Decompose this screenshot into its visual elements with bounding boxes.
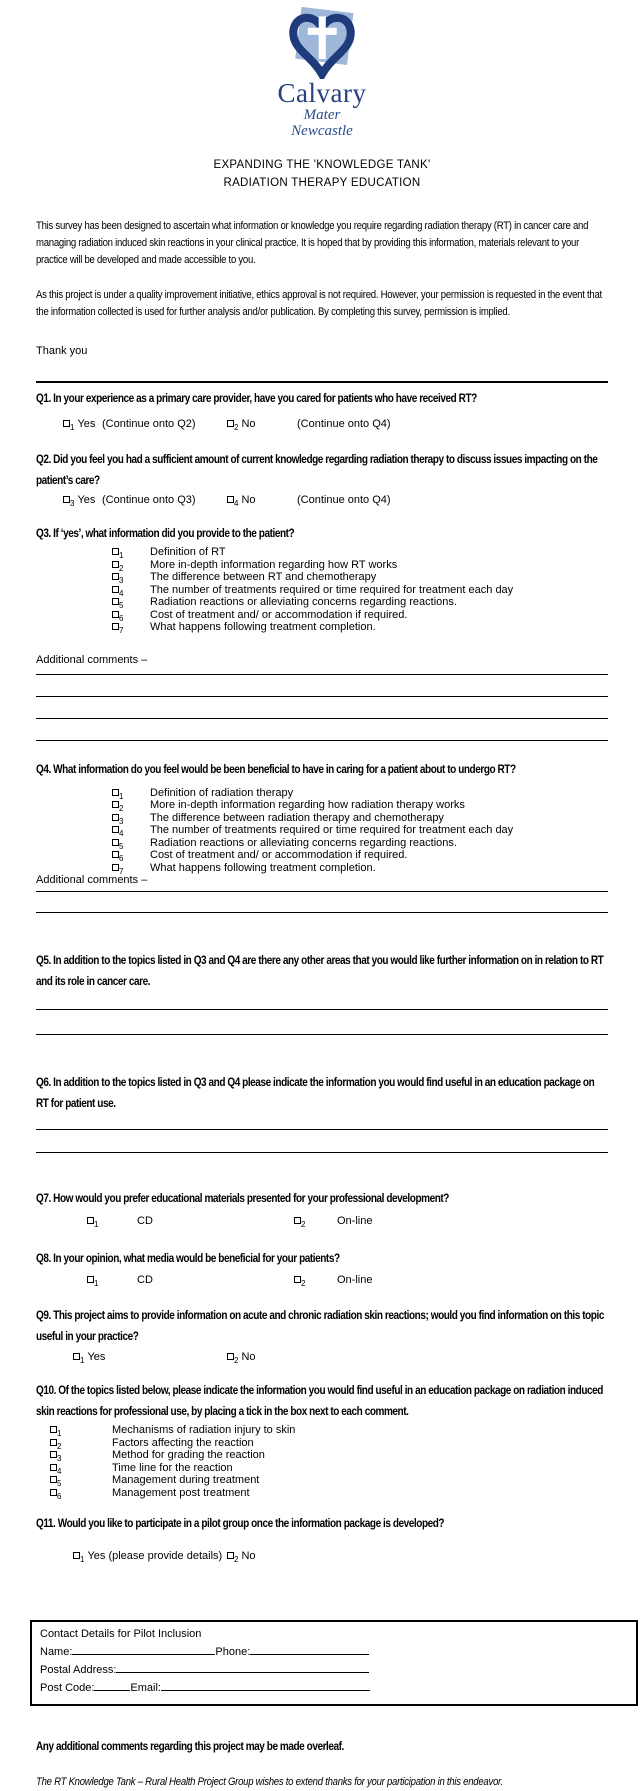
heart-cross-icon bbox=[280, 5, 364, 79]
checkbox-number: 7 bbox=[119, 626, 124, 636]
checkbox-number: 6 bbox=[119, 613, 124, 623]
q3-additional-comments-label: Additional comments – bbox=[36, 653, 148, 666]
checkbox-number: 4 bbox=[57, 1466, 62, 1476]
name-label: Name: bbox=[40, 1646, 73, 1658]
footer-thanks: The RT Knowledge Tank – Rural Health Project Group wishes to extend thanks for your participation in this endeavor. bbox=[36, 1776, 504, 1788]
question-q9: Q9. This project aims to provide information on acute and chronic radiation skin reactions; would you find information on this topic useful in your practice? bbox=[36, 1310, 604, 1343]
item-label: Time line for the reaction bbox=[112, 1461, 233, 1474]
name-field[interactable] bbox=[72, 1643, 215, 1655]
comment-line[interactable] bbox=[36, 892, 608, 913]
calvary-logo bbox=[36, 0, 608, 139]
item-label: Management during treatment bbox=[112, 1474, 260, 1486]
checkbox-number: 4 bbox=[234, 499, 239, 509]
intro-paragraph-2: As this project is under a quality improvement initiative, ethics approval is not required. However, your permission is requested in the event that the information collected is used for further analysis and/or publication. By completing this survey, permission is implied. bbox=[36, 289, 602, 318]
document-title bbox=[36, 156, 608, 192]
list-item bbox=[36, 1487, 608, 1500]
item-label: Definition of radiation therapy bbox=[150, 786, 294, 799]
checkbox-number: 4 bbox=[119, 588, 124, 598]
list-item bbox=[36, 596, 608, 609]
comment-line[interactable] bbox=[36, 1130, 608, 1153]
comment-line[interactable] bbox=[36, 993, 608, 1010]
option-note: (Continue onto Q2) bbox=[102, 418, 196, 430]
item-label: More in-depth information regarding how radiation therapy works bbox=[150, 799, 465, 811]
item-label: What happens following treatment completion. bbox=[150, 861, 376, 874]
option-label: Yes bbox=[77, 494, 96, 506]
q3-checklist bbox=[36, 546, 608, 634]
checkbox-q4-4[interactable] bbox=[112, 826, 119, 833]
phone-field[interactable] bbox=[250, 1643, 369, 1655]
option-label: CD bbox=[137, 1274, 153, 1286]
item-label: Mechanisms of radiation injury to skin bbox=[112, 1424, 296, 1436]
checkbox-number: 1 bbox=[80, 1356, 85, 1366]
item-label: The number of treatments required or time required for treatment each day bbox=[150, 583, 514, 596]
checkbox-number: 2 bbox=[234, 1555, 239, 1565]
logo-org-name: Calvary bbox=[277, 78, 367, 108]
comment-line[interactable] bbox=[36, 667, 608, 675]
checkbox-q3-3[interactable] bbox=[112, 573, 119, 580]
checkbox-number: 6 bbox=[119, 854, 124, 864]
option-label: No bbox=[241, 418, 256, 430]
checkbox-q11-no[interactable] bbox=[227, 1552, 234, 1559]
q7-options bbox=[36, 1214, 608, 1228]
list-item bbox=[36, 1424, 608, 1437]
post-code-field[interactable] bbox=[94, 1679, 130, 1691]
item-label: The number of treatments required or time required for treatment each day bbox=[150, 824, 514, 836]
checkbox-q9-no[interactable] bbox=[227, 1353, 234, 1360]
list-item bbox=[36, 824, 608, 837]
list-item bbox=[36, 584, 608, 597]
list-item bbox=[36, 559, 608, 572]
option-label: Yes bbox=[87, 1351, 106, 1363]
checkbox-number: 5 bbox=[119, 841, 124, 851]
option-label: No bbox=[241, 1550, 256, 1562]
overleaf-note: Any additional comments regarding this project may be made overleaf. bbox=[36, 1741, 344, 1753]
contact-row-postal bbox=[40, 1661, 636, 1679]
checkbox-number: 5 bbox=[57, 1479, 62, 1489]
phone-label: Phone: bbox=[215, 1646, 251, 1658]
checkbox-q10-2[interactable] bbox=[50, 1439, 57, 1446]
email-label: Email: bbox=[130, 1682, 161, 1694]
item-label: Management post treatment bbox=[112, 1486, 250, 1499]
checkbox-number: 2 bbox=[119, 804, 124, 814]
question-q4: Q4. What information do you feel would be been beneficial to have in caring for a patient about to undergo RT? bbox=[36, 763, 516, 776]
list-item bbox=[36, 1474, 608, 1487]
checkbox-number: 5 bbox=[119, 601, 124, 611]
contact-row-name-phone bbox=[40, 1643, 636, 1661]
q4-checklist bbox=[36, 787, 608, 875]
list-item bbox=[36, 571, 608, 584]
checkbox-q2-yes[interactable] bbox=[63, 496, 70, 503]
checkbox-q9-yes[interactable] bbox=[73, 1353, 80, 1360]
question-q2: Q2. Did you feel you had a sufficient amount of current knowledge regarding radiation therapy to discuss issues impacting on the patient’s care? bbox=[36, 454, 598, 487]
checkbox-number: 2 bbox=[57, 1441, 62, 1451]
checkbox-q3-7[interactable] bbox=[112, 623, 119, 630]
checkbox-q4-2[interactable] bbox=[112, 801, 119, 808]
checkbox-number: 1 bbox=[57, 1429, 62, 1439]
checkbox-q4-6[interactable] bbox=[112, 851, 119, 858]
item-label: Radiation reactions or alleviating concerns regarding reactions. bbox=[150, 836, 457, 849]
checkbox-q3-2[interactable] bbox=[112, 561, 119, 568]
checkbox-q10-6[interactable] bbox=[50, 1489, 57, 1496]
postal-address-field[interactable] bbox=[116, 1661, 369, 1673]
item-label: Radiation reactions or alleviating concerns regarding reactions. bbox=[150, 596, 457, 608]
checkbox-q10-3[interactable] bbox=[50, 1451, 57, 1458]
checkbox-q4-5[interactable] bbox=[112, 839, 119, 846]
option-note: (Continue onto Q4) bbox=[297, 494, 391, 506]
q9-options bbox=[36, 1350, 608, 1364]
question-q8: Q8. In your opinion, what media would be beneficial for your patients? bbox=[36, 1253, 340, 1265]
item-label: What happens following treatment completion. bbox=[150, 621, 376, 633]
question-q5: Q5. In addition to the topics listed in Q3 and Q4 are there any other areas that you would like further information on in relation to RT and its role in cancer care. bbox=[36, 955, 604, 988]
checkbox-number: 2 bbox=[301, 1279, 306, 1289]
contact-box-title: Contact Details for Pilot Inclusion bbox=[40, 1628, 202, 1640]
question-q6: Q6. In addition to the topics listed in Q3 and Q4 please indicate the information you would find useful in an education package on RT for patient use. bbox=[36, 1077, 595, 1110]
checkbox-q2-no[interactable] bbox=[227, 496, 234, 503]
option-label: No bbox=[241, 1351, 256, 1363]
checkbox-number: 3 bbox=[57, 1454, 62, 1464]
checkbox-number: 1 bbox=[94, 1279, 99, 1289]
list-item bbox=[36, 1449, 608, 1462]
q4-additional-comments-label: Additional comments – bbox=[36, 874, 148, 886]
checkbox-number: 6 bbox=[57, 1491, 62, 1501]
checkbox-number: 3 bbox=[70, 499, 75, 509]
checkbox-q10-1[interactable] bbox=[50, 1426, 57, 1433]
checkbox-q10-4[interactable] bbox=[50, 1464, 57, 1471]
checkbox-q7-online[interactable] bbox=[294, 1217, 301, 1224]
question-q10: Q10. Of the topics listed below, please indicate the information you would find useful in an education package on radiation induced skin reactions for professional use, by placing a tick in the box next to each comment. bbox=[36, 1385, 603, 1418]
logo-sub1: Mater bbox=[303, 107, 341, 123]
item-label: Cost of treatment and/ or accommodation if required. bbox=[150, 849, 408, 861]
checkbox-q3-6[interactable] bbox=[112, 611, 119, 618]
section-divider bbox=[36, 381, 608, 383]
checkbox-q10-5[interactable] bbox=[50, 1476, 57, 1483]
option-label: Yes (please provide details) bbox=[87, 1550, 223, 1562]
item-label: Cost of treatment and/ or accommodation if required. bbox=[150, 608, 408, 621]
checkbox-q8-online[interactable] bbox=[294, 1276, 301, 1283]
option-label: No bbox=[241, 494, 256, 506]
checkbox-q8-cd[interactable] bbox=[87, 1276, 94, 1283]
q2-options bbox=[36, 493, 608, 507]
checkbox-q4-1[interactable] bbox=[112, 789, 119, 796]
list-item bbox=[36, 609, 608, 622]
option-note: (Continue onto Q3) bbox=[102, 494, 196, 506]
item-label: More in-depth information regarding how RT works bbox=[150, 558, 398, 571]
comment-line[interactable] bbox=[36, 675, 608, 697]
item-label: Factors affecting the reaction bbox=[112, 1436, 254, 1449]
list-item bbox=[36, 837, 608, 850]
logo-sub2: Newcastle bbox=[291, 123, 353, 139]
option-label: CD bbox=[137, 1215, 153, 1227]
comment-line[interactable] bbox=[36, 1010, 608, 1035]
list-item bbox=[36, 546, 608, 559]
q8-options bbox=[36, 1273, 608, 1287]
checkbox-q4-7[interactable] bbox=[112, 864, 119, 871]
checkbox-q7-cd[interactable] bbox=[87, 1217, 94, 1224]
question-q11: Q11. Would you like to participate in a pilot group once the information package is developed? bbox=[36, 1518, 445, 1530]
option-label: On-line bbox=[337, 1274, 373, 1286]
title-line1: EXPANDING THE 'KNOWLEDGE TANK' bbox=[213, 159, 431, 171]
checkbox-number: 2 bbox=[119, 563, 124, 573]
list-item bbox=[36, 799, 608, 812]
checkbox-number: 1 bbox=[70, 423, 75, 433]
item-label: The difference between radiation therapy and chemotherapy bbox=[150, 811, 444, 824]
title-line2: RADIATION THERAPY EDUCATION bbox=[223, 177, 421, 189]
q11-options bbox=[36, 1549, 608, 1563]
postal-address-label: Postal Address: bbox=[40, 1664, 117, 1676]
checkbox-number: 1 bbox=[80, 1555, 85, 1565]
post-code-label: Post Code: bbox=[40, 1682, 95, 1694]
contact-row-postcode-email bbox=[40, 1679, 636, 1697]
checkbox-q1-yes[interactable] bbox=[63, 420, 70, 427]
checkbox-number: 2 bbox=[234, 1356, 239, 1366]
checkbox-q11-yes[interactable] bbox=[73, 1552, 80, 1559]
checkbox-number: 1 bbox=[94, 1220, 99, 1230]
comment-line[interactable] bbox=[36, 719, 608, 741]
checkbox-number: 2 bbox=[301, 1220, 306, 1230]
checkbox-number: 3 bbox=[119, 576, 124, 586]
question-q1: Q1. In your experience as a primary care provider, have you cared for patients who have received RT? bbox=[36, 393, 477, 405]
list-item bbox=[36, 621, 608, 634]
checkbox-q1-no[interactable] bbox=[227, 420, 234, 427]
question-q3: Q3. If ‘yes’, what information did you provide to the patient? bbox=[36, 528, 295, 540]
comment-line[interactable] bbox=[36, 697, 608, 719]
checkbox-number: 1 bbox=[119, 551, 124, 561]
checkbox-number: 3 bbox=[119, 816, 124, 826]
list-item bbox=[36, 862, 608, 875]
question-q7: Q7. How would you prefer educational materials presented for your professional development? bbox=[36, 1193, 449, 1205]
email-field[interactable] bbox=[161, 1679, 370, 1691]
checkbox-number: 4 bbox=[119, 829, 124, 839]
list-item bbox=[36, 812, 608, 825]
option-label: Yes bbox=[77, 418, 96, 430]
checkbox-q4-3[interactable] bbox=[112, 814, 119, 821]
list-item bbox=[36, 1437, 608, 1450]
q1-options bbox=[36, 417, 608, 431]
checkbox-number: 7 bbox=[119, 866, 124, 876]
item-label: The difference between RT and chemotherapy bbox=[150, 571, 377, 583]
intro-paragraph-1: This survey has been designed to ascertain what information or knowledge you require regarding radiation therapy (RT) in cancer care and managing radiation induced skin reactions in your clinical practice. It is hoped that by providing this information, materials relevant to your practice will be developed and made accessible to you. bbox=[36, 220, 589, 266]
contact-details-box bbox=[30, 1620, 638, 1706]
option-label: On-line bbox=[337, 1215, 373, 1227]
list-item bbox=[36, 787, 608, 800]
list-item bbox=[36, 1462, 608, 1475]
list-item bbox=[36, 849, 608, 862]
checkbox-q3-1[interactable] bbox=[112, 548, 119, 555]
comment-line[interactable] bbox=[36, 1115, 608, 1130]
item-label: Method for grading the reaction bbox=[112, 1449, 265, 1461]
item-label: Definition of RT bbox=[150, 546, 226, 558]
option-note: (Continue onto Q4) bbox=[297, 418, 391, 430]
thank-you-text: Thank you bbox=[36, 345, 88, 357]
q10-checklist bbox=[36, 1424, 608, 1499]
checkbox-number: 1 bbox=[119, 791, 124, 801]
checkbox-number: 2 bbox=[234, 423, 239, 433]
checkbox-q3-5[interactable] bbox=[112, 598, 119, 605]
checkbox-q3-4[interactable] bbox=[112, 586, 119, 593]
